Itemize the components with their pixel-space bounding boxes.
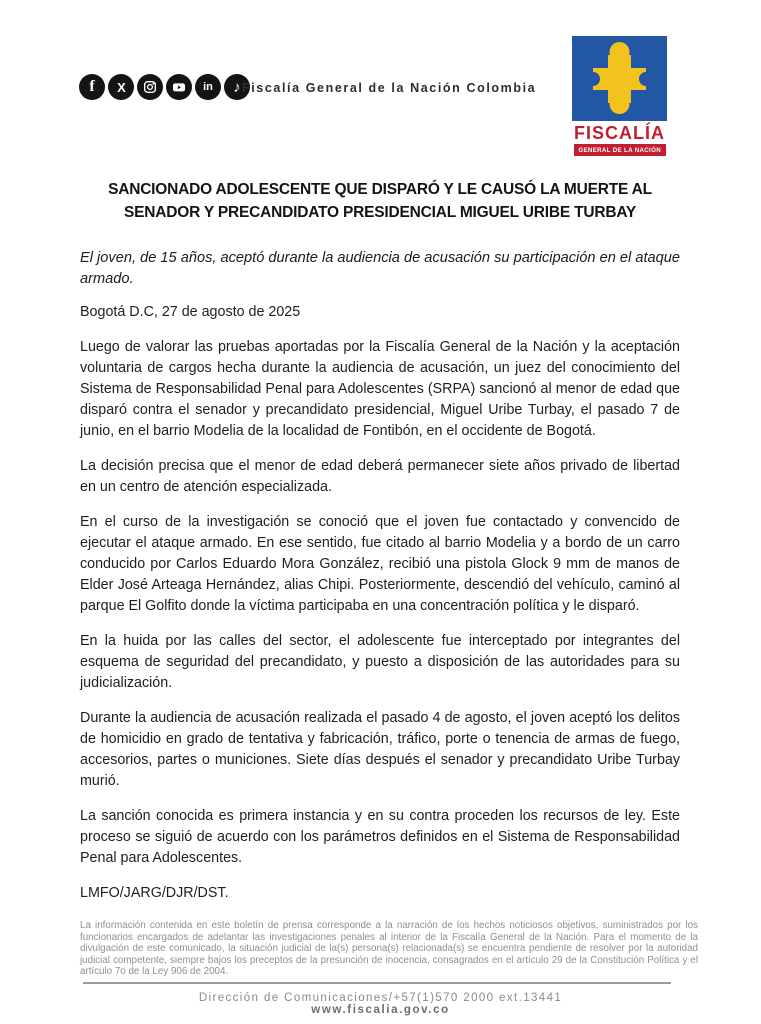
fiscalia-logo [572, 36, 667, 156]
lead-paragraph: El joven, de 15 años, aceptó durante la audiencia de acusación su participación en el ataque armado. [80, 250, 680, 287]
signature-initials: LMFO/JARG/DJR/DST. [80, 885, 229, 901]
tiktok-icon[interactable]: ♪ [224, 74, 250, 100]
x-twitter-icon[interactable]: X [108, 74, 134, 100]
facebook-icon[interactable]: f [79, 74, 105, 100]
footer [0, 982, 761, 1016]
legal-disclaimer: La información contenida en este boletín de prensa corresponde a la narración de los hechos noticiosos objetivos, suministrados por los funcionarios encargados de adelantar las investigaciones penales al interior de la Fiscalía General de la Nación. Para el momento de la divulgación de este comunicado, la situación judicial de la(s) persona(s) relacionada(s) se encuentra pendiente de resolver por la autoridad judicial competente, siempre bajos los preceptos de la presunción de inocencia, consagrados en el artículo 29 de la Constitución Política y el artículo 7o de la Ley 906 de 2004. [80, 920, 698, 977]
brand-text: Fiscalía General de la Nación Colombia [242, 81, 537, 95]
footer-website-link[interactable]: www.fiscalia.gov.co [311, 1004, 450, 1016]
logo-banner [574, 144, 666, 156]
social-icons [79, 74, 250, 100]
instagram-icon[interactable] [137, 74, 163, 100]
paragraph-1: Luego de valorar las pruebas aportadas por la Fiscalía General de la Nación y la aceptación voluntaria de cargos hecha durante la audiencia de acusación, un juez del conocimiento del Sistema de Responsabilidad Penal para Adolescentes (SRPA) sancionó al menor de edad que disparó contra el senador y precandidato presidencial, Miguel Uribe Turbay, el pasado 7 de junio, en el barrio Modelia de la localidad de Fontibón, en el occidente de Bogotá. [80, 339, 680, 439]
logo-subtitle: GENERAL DE LA NACIÓN [578, 146, 661, 154]
logo-title: FISCALÍA [574, 123, 665, 143]
footer-divider [83, 982, 671, 984]
paragraph-3: En el curso de la investigación se conoció que el joven fue contactado y convencido de ejecutar el ataque armado. En ese sentido, fue citado al barrio Modelia y a bordo de un carro conducido por Carlos Eduardo Mora González, recibió una pistola Glock 9 mm de manos de Elder José Arteaga Hernández, alias Chipi. Posteriormente, descendió del vehículo, caminó al parque El Golfito donde la víctima participaba en una concentración política y le disparó. [80, 514, 680, 614]
document-body [0, 178, 761, 978]
footer-contact: Dirección de Comunicaciones/+57(1)570 2000 ext.13441 [198, 992, 563, 1004]
linkedin-icon[interactable]: in [195, 74, 221, 100]
fiscalia-puzzle-emblem [572, 36, 667, 121]
youtube-icon[interactable] [166, 74, 192, 100]
paragraph-5: Durante la audiencia de acusación realizada el pasado 4 de agosto, el joven aceptó los delitos de homicidio en grado de tentativa y fabricación, tráfico, porte o tenencia de armas de fuego, accesorios, partes o municiones. Siete días después el senador y precandidato Uribe Turbay murió. [80, 710, 680, 789]
header [0, 0, 761, 158]
paragraph-2: La decisión precisa que el menor de edad deberá permanecer siete años privado de libertad en un centro de atención especializada. [80, 458, 680, 495]
dateline: Bogotá D.C, 27 de agosto de 2025 [80, 304, 301, 320]
paragraph-4: En la huida por las calles del sector, el adolescente fue interceptado por integrantes del esquema de seguridad del precandidato, y puesto a disposición de las autoridades para su judicialización. [80, 633, 680, 691]
paragraph-6: La sanción conocida es primera instancia y en su contra proceden los recursos de ley. Este proceso se siguió de acuerdo con los parámetros definidos en el Sistema de Responsabilidad Penal para Adolescentes. [80, 808, 680, 866]
page-title: SANCIONADO ADOLESCENTE QUE DISPARÓ Y LE CAUSÓ LA MUERTE AL SENADOR Y PRECANDIDATO PRESIDENCIAL MIGUEL URIBE TURBAY [108, 181, 652, 221]
